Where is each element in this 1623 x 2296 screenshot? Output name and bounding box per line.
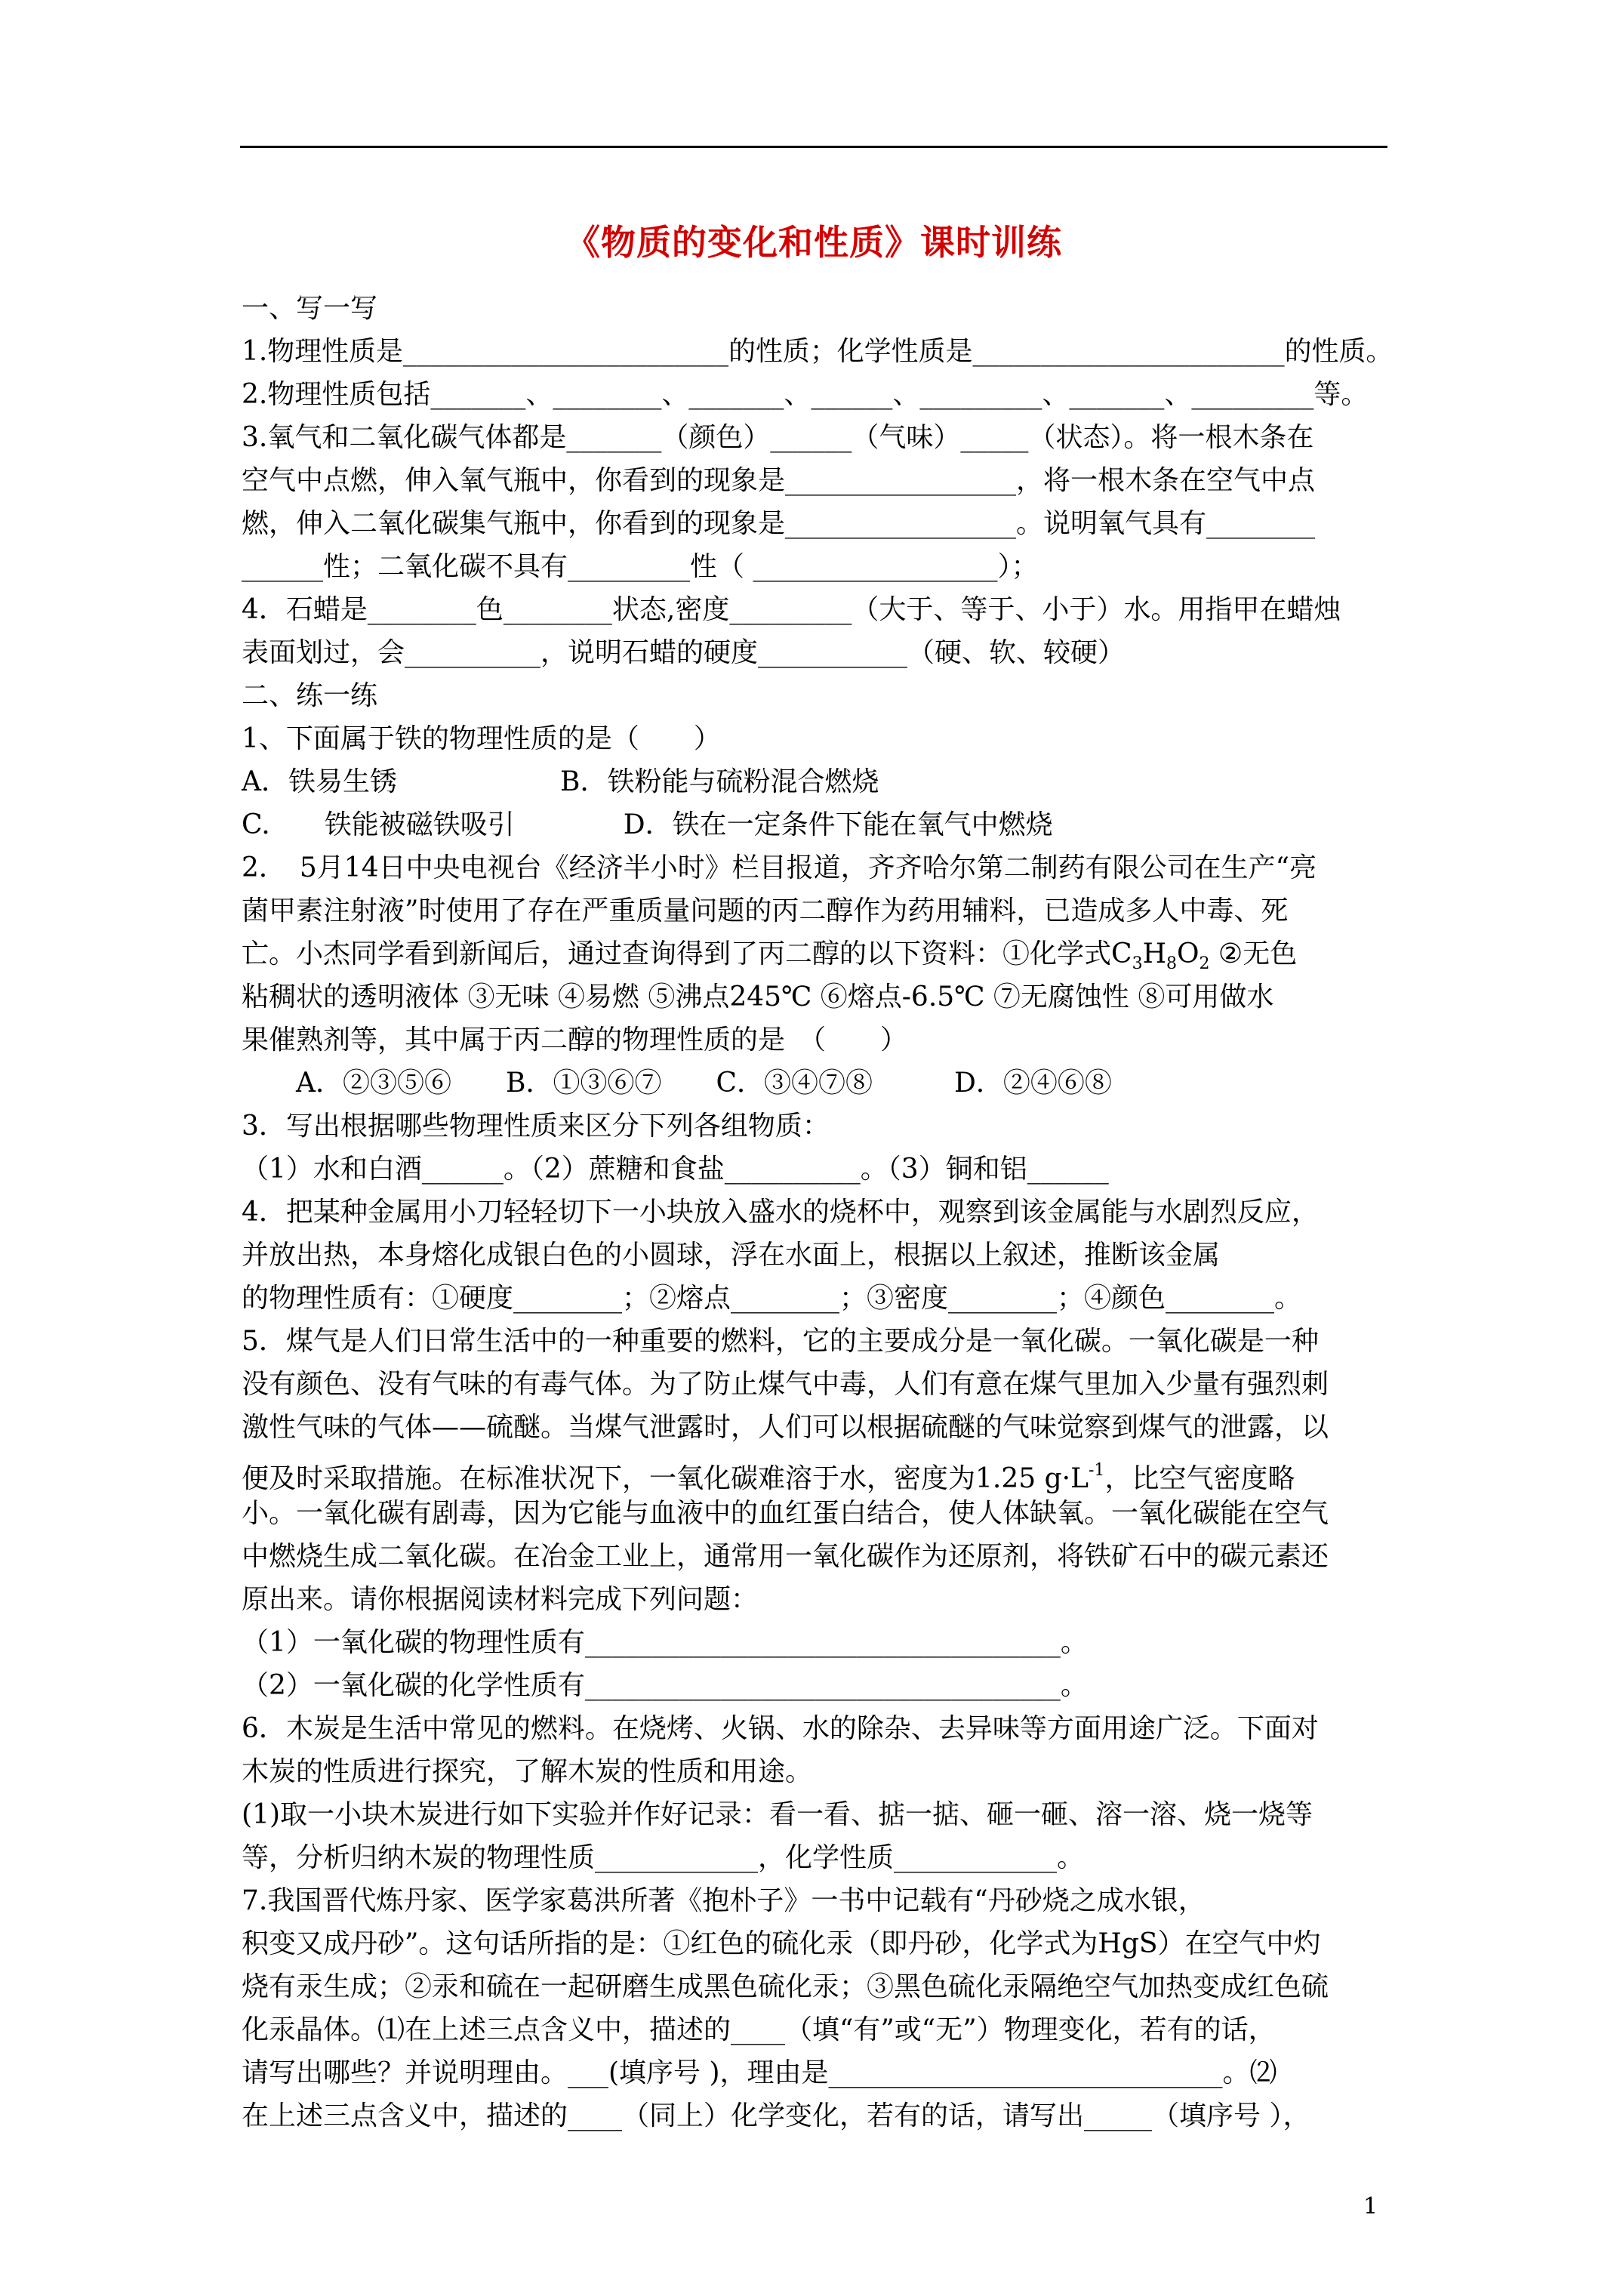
text-line: 6．木炭是生活中常见的燃料。在烧烤、火锅、水的除杂、去异味等方面用途广泛。下面对 xyxy=(242,1713,1319,1744)
text-line-density xyxy=(242,1449,1393,1492)
density-superscript: -1 xyxy=(1089,1461,1105,1480)
text-line: 等，分析归纳木炭的物理性质____________，化学性质____________。 xyxy=(242,1842,1085,1873)
text-line: 空气中点燃，伸入氧气瓶中，你看到的现象是_________________，将一根木条在空气中点 xyxy=(242,465,1316,496)
text-line: 木炭的性质进行探究，了解木炭的性质和用途。 xyxy=(242,1756,813,1787)
text-line: 4．石蜡是________色________状态,密度_________（大于、等于、小于）水。用指甲在蜡烛 xyxy=(242,594,1341,625)
text-line: 激性气味的气体——硫醚。当煤气泄露时，人们可以根据硫醚的气味觉察到煤气的泄露，以 xyxy=(242,1412,1329,1443)
text-line: 7.我国晋代炼丹家、医学家葛洪所著《抱朴子》一书中记载有“丹砂烧之成水银， xyxy=(242,1885,1206,1916)
text-segment: 便及时采取措施。在标准状况下，一氧化碳难溶于水，密度为1.25 g·L xyxy=(242,1463,1089,1494)
text-line: （1）一氧化碳的物理性质有___________________________________。 xyxy=(242,1627,1088,1658)
header-rule xyxy=(240,146,1387,148)
text-line: 原出来。请你根据阅读材料完成下列问题： xyxy=(242,1584,759,1615)
text-line: 中燃烧生成二氧化碳。在冶金工业上，通常用一氧化碳作为还原剂，将铁矿石中的碳元素还 xyxy=(242,1541,1329,1572)
answer-options: A．②③⑤⑥ B．①③⑥⑦ C．③④⑦⑧ D．②④⑥⑧ xyxy=(242,1068,1112,1099)
formula-c: C xyxy=(1111,938,1132,969)
text-line: 小。一氧化碳有剧毒，因为它能与血液中的血红蛋白结合，使人体缺氧。一氧化碳能在空气 xyxy=(242,1498,1329,1529)
text-line: C. 铁能被磁铁吸引 D．铁在一定条件下能在氧气中燃烧 xyxy=(242,809,1053,840)
formula-c-sub: 3 xyxy=(1132,954,1143,973)
body-text xyxy=(242,287,1393,2137)
text-line: 在上述三点含义中，描述的____（同上）化学变化，若有的话，请写出_____（填序号 ）， xyxy=(242,2100,1310,2131)
formula-h-sub: 8 xyxy=(1166,954,1177,973)
text-segment: 亡。小杰同学看到新闻后，通过查询得到了丙二醇的以下资料：①化学式 xyxy=(242,938,1112,969)
page-title: 《物质的变化和性质》课时训练 xyxy=(565,222,1062,263)
text-line-formula xyxy=(242,932,1393,975)
text-line: 请写出哪些？并说明理由。___(填序号 )，理由是_____________________________。⑵ xyxy=(242,2057,1277,2088)
text-line: （2）一氧化碳的化学性质有___________________________________。 xyxy=(242,1670,1088,1701)
text-line: 化汞晶体。⑴在上述三点含义中，描述的____（填“有”或“无”）物理变化，若有的话， xyxy=(242,2014,1276,2045)
formula-o: O xyxy=(1176,938,1200,969)
text-line: 5．煤气是人们日常生活中的一种重要的燃料，它的主要成分是一氧化碳。一氧化碳是一种 xyxy=(242,1326,1319,1357)
text-line: 果催熟剂等，其中属于丙二醇的物理性质的是 （ ） xyxy=(242,1025,908,1056)
text-line: 没有颜色、没有气味的有毒气体。为了防止煤气中毒，人们有意在煤气里加入少量有强烈刺 xyxy=(242,1369,1329,1400)
text-line: 粘稠状的透明液体 ③无味 ④易燃 ⑤沸点245℃ ⑥熔点-6.5℃ ⑦无腐蚀性 ⑧可用做水 xyxy=(242,982,1274,1012)
text-segment: ②无色 xyxy=(1209,938,1298,969)
text-line: 表面划过，会__________，说明石蜡的硬度___________（硬、软、较硬） xyxy=(242,637,1126,668)
text-line: 1.物理性质是________________________的性质；化学性质是_______________________的性质。 xyxy=(242,336,1394,367)
text-line: 的物理性质有：①硬度________；②熔点________；③密度________；④颜色________。 xyxy=(242,1283,1302,1314)
formula-o-sub: 2 xyxy=(1199,954,1210,973)
text-line: 并放出热，本身熔化成银白色的小圆球，浮在水面上，根据以上叙述，推断该金属 xyxy=(242,1240,1221,1271)
section-heading: 二、练一练 xyxy=(242,680,378,711)
page-number: 1 xyxy=(1363,2193,1378,2220)
text-line: 燃，伸入二氧化碳集气瓶中，你看到的现象是_________________。说明氧气具有________ xyxy=(242,508,1316,539)
text-line: 2． 5月14日中央电视台《经济半小时》栏目报道，齐齐哈尔第二制药有限公司在生产“亮 xyxy=(242,852,1317,883)
text-line: 菌甲素注射液”时使用了存在严重质量问题的丙二醇作为药用辅料，已造成多人中毒、死 xyxy=(242,895,1289,926)
text-line: 烧有汞生成；②汞和硫在一起研磨生成黑色硫化汞；③黑色硫化汞隔绝空气加热变成红色硫 xyxy=(242,1971,1329,2002)
text-line: （1）水和白酒______。（2）蔗糖和食盐__________。（3）铜和铝______ xyxy=(242,1154,1109,1185)
text-line: A．铁易生锈 B．铁粉能与硫粉混合燃烧 xyxy=(242,766,879,797)
text-line: 积变又成丹砂”。这句话所指的是：①红色的硫化汞（即丹砂，化学式为HgS）在空气中灼 xyxy=(242,1928,1321,1959)
text-segment: ，比空气密度略 xyxy=(1104,1463,1295,1494)
text-line: (1)取一小块木炭进行如下实验并作好记录：看一看、掂一掂、砸一砸、溶一溶、烧一烧等 xyxy=(242,1799,1313,1830)
section-heading: 一、写一写 xyxy=(242,293,378,324)
text-line: 3．写出根据哪些物理性质来区分下列各组物质： xyxy=(242,1111,830,1142)
text-line: 1、下面属于铁的物理性质的是（ ） xyxy=(242,723,721,754)
formula-h: H xyxy=(1142,938,1166,969)
text-line: 2.物理性质包括_______、________、_______、______、_________、_______、_________等。 xyxy=(242,379,1369,410)
text-line: ______性；二氧化碳不具有_________性（ __________________）； xyxy=(242,551,1039,582)
text-line: 3.氧气和二氧化碳气体都是_______（颜色）______（气味）_____（状态）。将一根木条在 xyxy=(242,422,1314,453)
text-line: 4．把某种金属用小刀轻轻切下一小块放入盛水的烧杯中，观察到该金属能与水剧烈反应， xyxy=(242,1197,1319,1228)
